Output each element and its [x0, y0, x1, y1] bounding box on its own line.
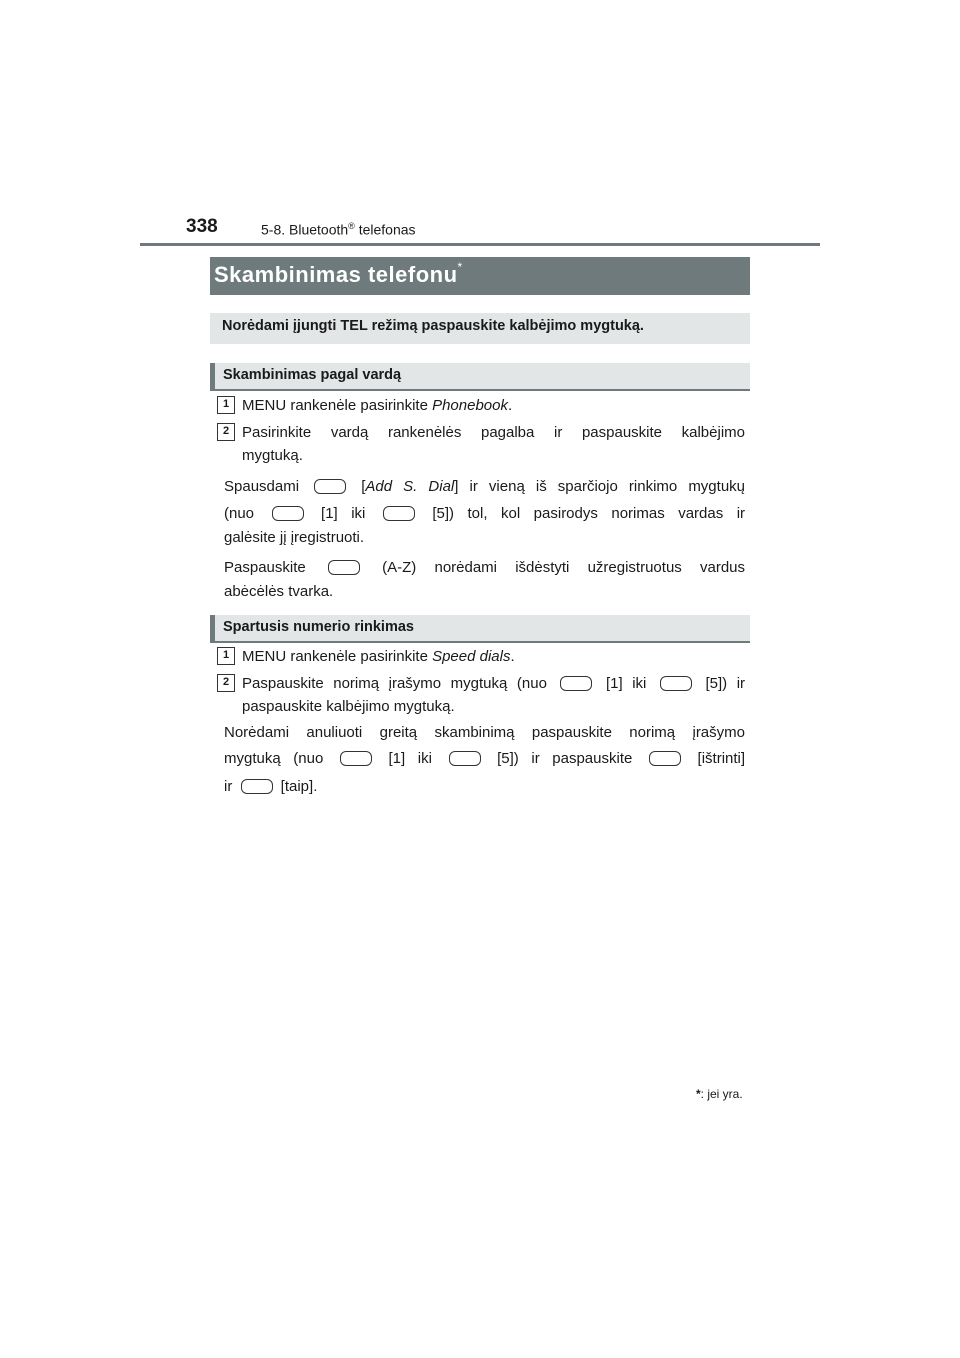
step-number: 1	[217, 396, 235, 414]
header-rule	[140, 243, 820, 246]
button-icon	[328, 560, 360, 575]
button-icon	[241, 779, 273, 794]
step-text: Paspauskite norimą įrašymo mygtuką (nuo [1] iki [5]) ir	[242, 675, 746, 692]
paragraph-text: Norėdami anuliuoti greitą skambinimą paspauskite norimą įrašymo	[224, 724, 745, 741]
step-text: MENU rankenėle pasirinkite Speed dials.	[242, 648, 515, 665]
step-text: MENU rankenėle pasirinkite Phonebook.	[242, 397, 513, 414]
button-icon	[560, 676, 592, 691]
page-number: 338	[186, 216, 218, 237]
availability-mark: *	[457, 260, 463, 274]
intro-box: Norėdami įjungti TEL režimą paspauskite kalbėjimo mygtuką.	[210, 313, 750, 344]
button-icon	[383, 506, 415, 521]
paragraph-text: ir [taip].	[224, 778, 318, 795]
step-number: 2	[217, 674, 235, 692]
page-title: Skambinimas telefonu*	[214, 260, 463, 287]
button-icon	[314, 479, 346, 494]
subheading-call-by-name: Skambinimas pagal vardą	[210, 363, 750, 391]
subheading-speed-dial: Spartusis numerio rinkimas	[210, 615, 750, 643]
button-icon	[272, 506, 304, 521]
paragraph-text: mygtuką (nuo [1] iki [5]) ir paspauskite [ištrinti]	[224, 750, 746, 767]
paragraph-text: abėcėlės tvarka.	[224, 583, 334, 600]
button-icon	[649, 751, 681, 766]
step-number: 1	[217, 647, 235, 665]
paragraph-text: galėsite jį įregistruoti.	[224, 529, 365, 546]
button-icon	[340, 751, 372, 766]
paragraph-text: Paspauskite (A-Z) norėdami išdėstyti užregistruotus vardus	[224, 559, 746, 576]
step-text: Pasirinkite vardą rankenėlės pagalba ir paspauskite kalbėjimo	[242, 424, 745, 441]
paragraph-text: Spausdami [Add S. Dial] ir vieną iš sparčiojo rinkimo mygtukų	[224, 478, 746, 495]
paragraph-text: (nuo [1] iki [5]) tol, kol pasirodys norimas vardas ir	[224, 505, 746, 522]
section-title-bar	[210, 257, 750, 295]
chapter-title: 5-8. Bluetooth® telefonas	[261, 221, 416, 238]
button-icon	[660, 676, 692, 691]
footnote: *: jei yra.	[696, 1087, 743, 1101]
step-text: paspauskite kalbėjimo mygtuką.	[242, 698, 455, 715]
button-icon	[449, 751, 481, 766]
step-text: mygtuką.	[242, 447, 303, 464]
step-number: 2	[217, 423, 235, 441]
